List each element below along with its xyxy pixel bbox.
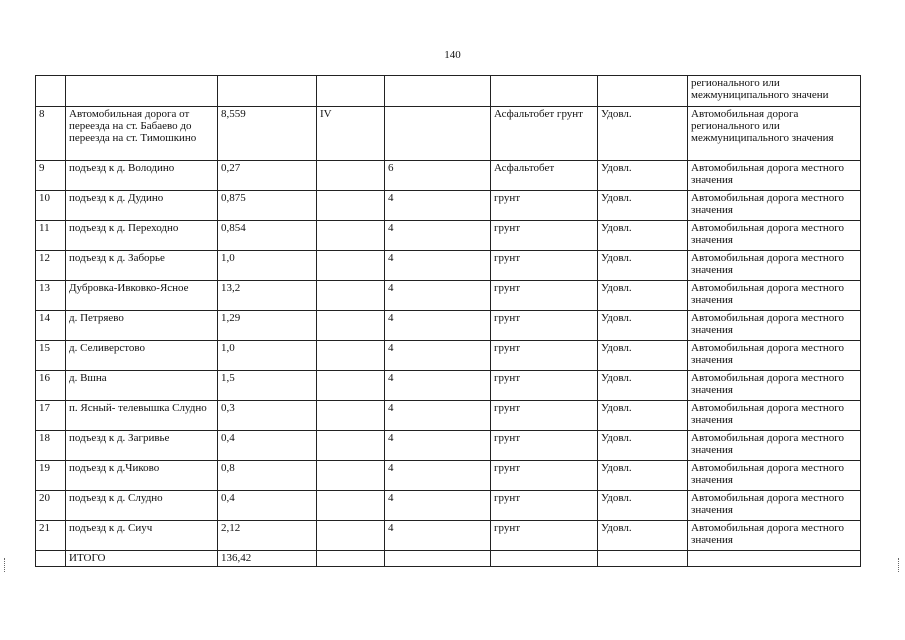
cell-surface: [491, 551, 598, 567]
cell-condition: Удовл.: [598, 521, 688, 551]
table-row-carryover: [36, 76, 861, 107]
cell-lanes: 4: [385, 401, 491, 431]
cell-lanes: 4: [385, 311, 491, 341]
cell-lanes: 4: [385, 191, 491, 221]
cell-category: [317, 491, 385, 521]
cell-surface: грунт: [491, 371, 598, 401]
cell-length: 0,854: [218, 221, 317, 251]
cell-lanes: 4: [385, 431, 491, 461]
cell-category: [317, 76, 385, 107]
cell-length: 1,0: [218, 341, 317, 371]
cell-category: [317, 431, 385, 461]
table-row: [36, 371, 861, 401]
cell-length: 0,27: [218, 161, 317, 191]
cell-lanes: [385, 76, 491, 107]
cell-significance: Автомобильная дорога местного значения: [688, 431, 861, 461]
cell-significance: Автомобильная дорога местного значения: [688, 371, 861, 401]
cell-lanes: [385, 107, 491, 161]
cell-num: 21: [36, 521, 66, 551]
cell-surface: грунт: [491, 311, 598, 341]
cell-lanes: 4: [385, 521, 491, 551]
cell-significance: [688, 551, 861, 567]
cell-name: подъезд к д. Сиуч: [66, 521, 218, 551]
cell-length: 0,875: [218, 191, 317, 221]
cell-significance: Автомобильная дорога местного значения: [688, 461, 861, 491]
cell-name: д. Петряево: [66, 311, 218, 341]
cell-name: подъезд к д. Загривье: [66, 431, 218, 461]
cell-name: Автомобильная дорога от переезда на ст. Бабаево до переезда на ст. Тимошкино: [66, 107, 218, 161]
scan-edge-mark-left: [4, 558, 7, 572]
cell-num: 19: [36, 461, 66, 491]
cell-name: д. Селиверстово: [66, 341, 218, 371]
cell-surface: грунт: [491, 431, 598, 461]
cell-significance: Автомобильная дорога местного значения: [688, 311, 861, 341]
cell-category: [317, 281, 385, 311]
scan-edge-mark-right: [898, 558, 901, 572]
cell-category: [317, 221, 385, 251]
cell-significance: Автомобильная дорога местного значения: [688, 161, 861, 191]
cell-num: 8: [36, 107, 66, 161]
cell-significance: Автомобильная дорога местного значения: [688, 191, 861, 221]
cell-category: IV: [317, 107, 385, 161]
total-length: 136,42: [218, 551, 317, 567]
cell-category: [317, 311, 385, 341]
cell-surface: грунт: [491, 251, 598, 281]
table-row-total: [36, 551, 861, 567]
cell-lanes: 4: [385, 221, 491, 251]
cell-length: 0,3: [218, 401, 317, 431]
cell-length: 0,8: [218, 461, 317, 491]
table-row: [36, 281, 861, 311]
table-row: [36, 191, 861, 221]
cell-num: 16: [36, 371, 66, 401]
cell-surface: грунт: [491, 281, 598, 311]
cell-num: 9: [36, 161, 66, 191]
cell-condition: Удовл.: [598, 281, 688, 311]
cell-name: подъезд к д. Володино: [66, 161, 218, 191]
cell-num: 18: [36, 431, 66, 461]
cell-name: подъезд к д. Заборье: [66, 251, 218, 281]
table-row: [36, 521, 861, 551]
cell-surface: грунт: [491, 401, 598, 431]
cell-category: [317, 191, 385, 221]
cell-name: подъезд к д.Чиково: [66, 461, 218, 491]
cell-num: 10: [36, 191, 66, 221]
roads-table-body: [36, 76, 861, 567]
table-row: [36, 431, 861, 461]
cell-surface: грунт: [491, 521, 598, 551]
cell-significance: регионального или межмуниципального значени: [688, 76, 861, 107]
cell-lanes: 4: [385, 371, 491, 401]
table-row: [36, 461, 861, 491]
page-number: 140: [444, 49, 461, 61]
cell-significance: Автомобильная дорога местного значения: [688, 281, 861, 311]
cell-length: 1,29: [218, 311, 317, 341]
cell-lanes: 4: [385, 341, 491, 371]
cell-condition: [598, 76, 688, 107]
cell-num: [36, 76, 66, 107]
cell-condition: [598, 551, 688, 567]
cell-num: 17: [36, 401, 66, 431]
cell-surface: грунт: [491, 491, 598, 521]
cell-category: [317, 341, 385, 371]
cell-name: п. Ясный- телевышка Слудно: [66, 401, 218, 431]
cell-category: [317, 461, 385, 491]
cell-condition: Удовл.: [598, 461, 688, 491]
cell-num: 12: [36, 251, 66, 281]
cell-length: [218, 76, 317, 107]
cell-significance: Автомобильная дорога местного значения: [688, 251, 861, 281]
cell-num: 14: [36, 311, 66, 341]
cell-surface: [491, 76, 598, 107]
table-row: [36, 491, 861, 521]
cell-name: [66, 76, 218, 107]
table-row: [36, 311, 861, 341]
cell-length: 8,559: [218, 107, 317, 161]
cell-category: [317, 161, 385, 191]
cell-condition: Удовл.: [598, 431, 688, 461]
cell-name: подъезд к д. Переходно: [66, 221, 218, 251]
cell-surface: грунт: [491, 461, 598, 491]
cell-surface: грунт: [491, 341, 598, 371]
cell-length: 13,2: [218, 281, 317, 311]
cell-length: 2,12: [218, 521, 317, 551]
table-row: [36, 401, 861, 431]
cell-lanes: 6: [385, 161, 491, 191]
cell-condition: Удовл.: [598, 401, 688, 431]
cell-category: [317, 521, 385, 551]
cell-lanes: [385, 551, 491, 567]
cell-name: подъезд к д. Слудно: [66, 491, 218, 521]
table-row: [36, 341, 861, 371]
cell-lanes: 4: [385, 461, 491, 491]
cell-condition: Удовл.: [598, 161, 688, 191]
total-label: ИТОГО: [66, 551, 218, 567]
cell-num: 20: [36, 491, 66, 521]
table-row: [36, 107, 861, 161]
table-row: [36, 251, 861, 281]
cell-significance: Автомобильная дорога местного значения: [688, 221, 861, 251]
cell-condition: Удовл.: [598, 341, 688, 371]
cell-significance: Автомобильная дорога местного значения: [688, 521, 861, 551]
cell-condition: Удовл.: [598, 221, 688, 251]
cell-condition: Удовл.: [598, 107, 688, 161]
cell-significance: Автомобильная дорога регионального или межмуниципального значения: [688, 107, 861, 161]
cell-surface: Асфальтобет грунт: [491, 107, 598, 161]
table-row: [36, 161, 861, 191]
cell-category: [317, 371, 385, 401]
cell-lanes: 4: [385, 281, 491, 311]
cell-length: 1,5: [218, 371, 317, 401]
cell-condition: Удовл.: [598, 491, 688, 521]
cell-condition: Удовл.: [598, 311, 688, 341]
cell-name: д. Вшна: [66, 371, 218, 401]
cell-condition: Удовл.: [598, 371, 688, 401]
cell-length: 1,0: [218, 251, 317, 281]
cell-num: 13: [36, 281, 66, 311]
cell-num: 11: [36, 221, 66, 251]
cell-condition: Удовл.: [598, 251, 688, 281]
roads-table: [35, 75, 861, 567]
table-row: [36, 221, 861, 251]
cell-num: 15: [36, 341, 66, 371]
cell-surface: Асфальтобет: [491, 161, 598, 191]
cell-length: 0,4: [218, 431, 317, 461]
cell-name: подъезд к д. Дудино: [66, 191, 218, 221]
cell-lanes: 4: [385, 491, 491, 521]
cell-condition: Удовл.: [598, 191, 688, 221]
cell-name: Дубровка-Ивковко-Ясное: [66, 281, 218, 311]
cell-category: [317, 551, 385, 567]
cell-lanes: 4: [385, 251, 491, 281]
cell-significance: Автомобильная дорога местного значения: [688, 491, 861, 521]
cell-significance: Автомобильная дорога местного значения: [688, 341, 861, 371]
cell-surface: грунт: [491, 221, 598, 251]
cell-category: [317, 251, 385, 281]
cell-surface: грунт: [491, 191, 598, 221]
cell-length: 0,4: [218, 491, 317, 521]
cell-category: [317, 401, 385, 431]
cell-significance: Автомобильная дорога местного значения: [688, 401, 861, 431]
cell-num: [36, 551, 66, 567]
